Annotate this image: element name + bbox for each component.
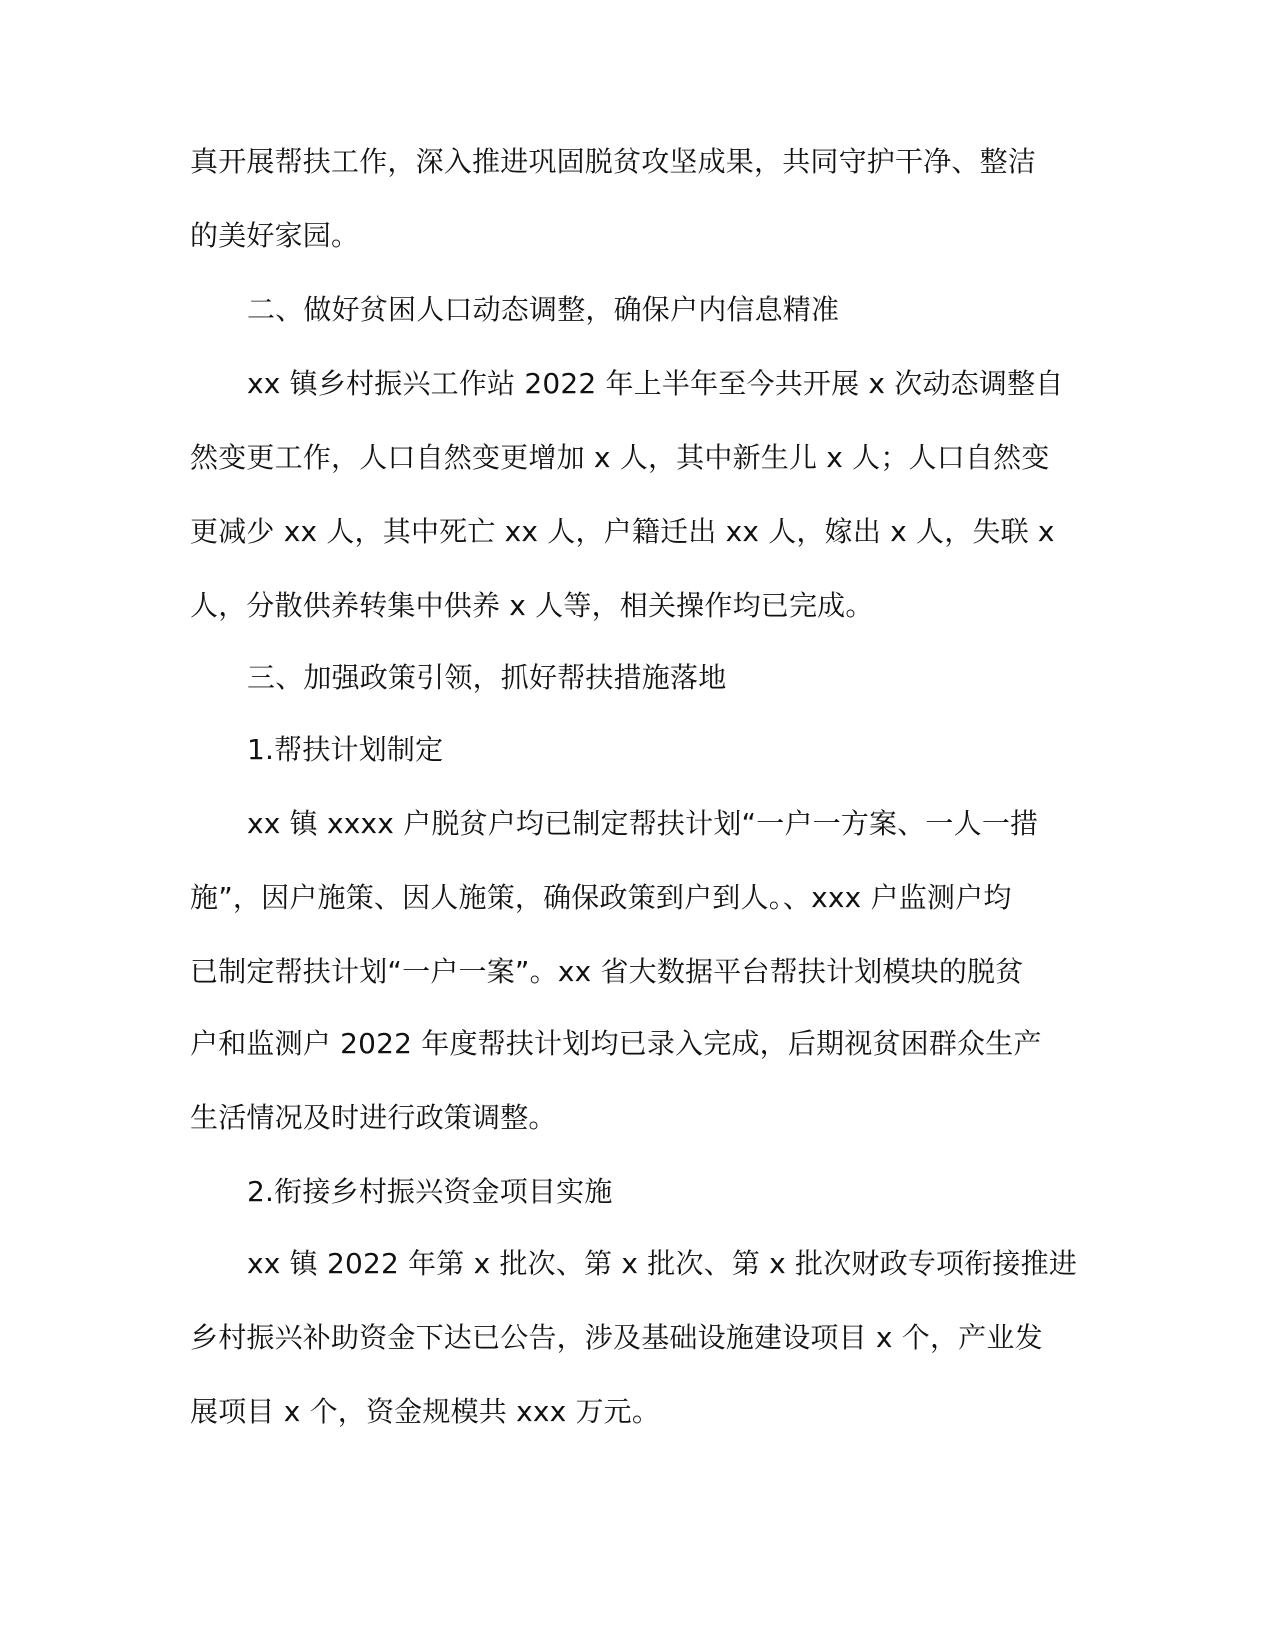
paragraph-line: 更减少 xx 人，其中死亡 xx 人，户籍迁出 xx 人，嫁出 x 人，失联 x [190, 515, 1055, 548]
subsection-heading: 1.帮扶计划制定 [247, 733, 444, 766]
section-heading: 二、做好贫困人口动态调整，确保户内信息精准 [247, 293, 840, 326]
paragraph-line: 户和监测户 2022 年度帮扶计划均已录入完成，后期视贫困群众生产 [190, 1027, 1042, 1060]
paragraph-line: 乡村振兴补助资金下达已公告，涉及基础设施建设项目 x 个，产业发 [190, 1321, 1043, 1354]
paragraph-line: 施”，因户施策、因人施策，确保政策到户到人。、xxx 户监测户均 [190, 881, 1012, 914]
paragraph-line: xx 镇乡村振兴工作站 2022 年上半年至今共开展 x 次动态调整自 [247, 367, 1064, 400]
paragraph-line: 人，分散供养转集中供养 x 人等，相关操作均已完成。 [190, 589, 874, 622]
paragraph-line: 已制定帮扶计划“一户一案”。xx 省大数据平台帮扶计划模块的脱贫 [190, 955, 1024, 988]
paragraph-line: 然变更工作，人口自然变更增加 x 人，其中新生儿 x 人；人口自然变 [190, 441, 1050, 474]
paragraph-line: 展项目 x 个，资金规模共 xxx 万元。 [190, 1395, 661, 1428]
section-heading: 三、加强政策引领，抓好帮扶措施落地 [247, 661, 727, 694]
paragraph-line: 真开展帮扶工作，深入推进巩固脱贫攻坚成果，共同守护干净、整洁 [190, 145, 1037, 178]
paragraph-line: 生活情况及时进行政策调整。 [190, 1101, 557, 1134]
paragraph-line: xx 镇 xxxx 户脱贫户均已制定帮扶计划“一户一方案、一人一措 [247, 807, 1039, 840]
paragraph-line: xx 镇 2022 年第 x 批次、第 x 批次、第 x 批次财政专项衔接推进 [247, 1247, 1078, 1280]
paragraph-line: 的美好家园。 [190, 219, 360, 252]
subsection-heading: 2.衔接乡村振兴资金项目实施 [247, 1175, 613, 1208]
